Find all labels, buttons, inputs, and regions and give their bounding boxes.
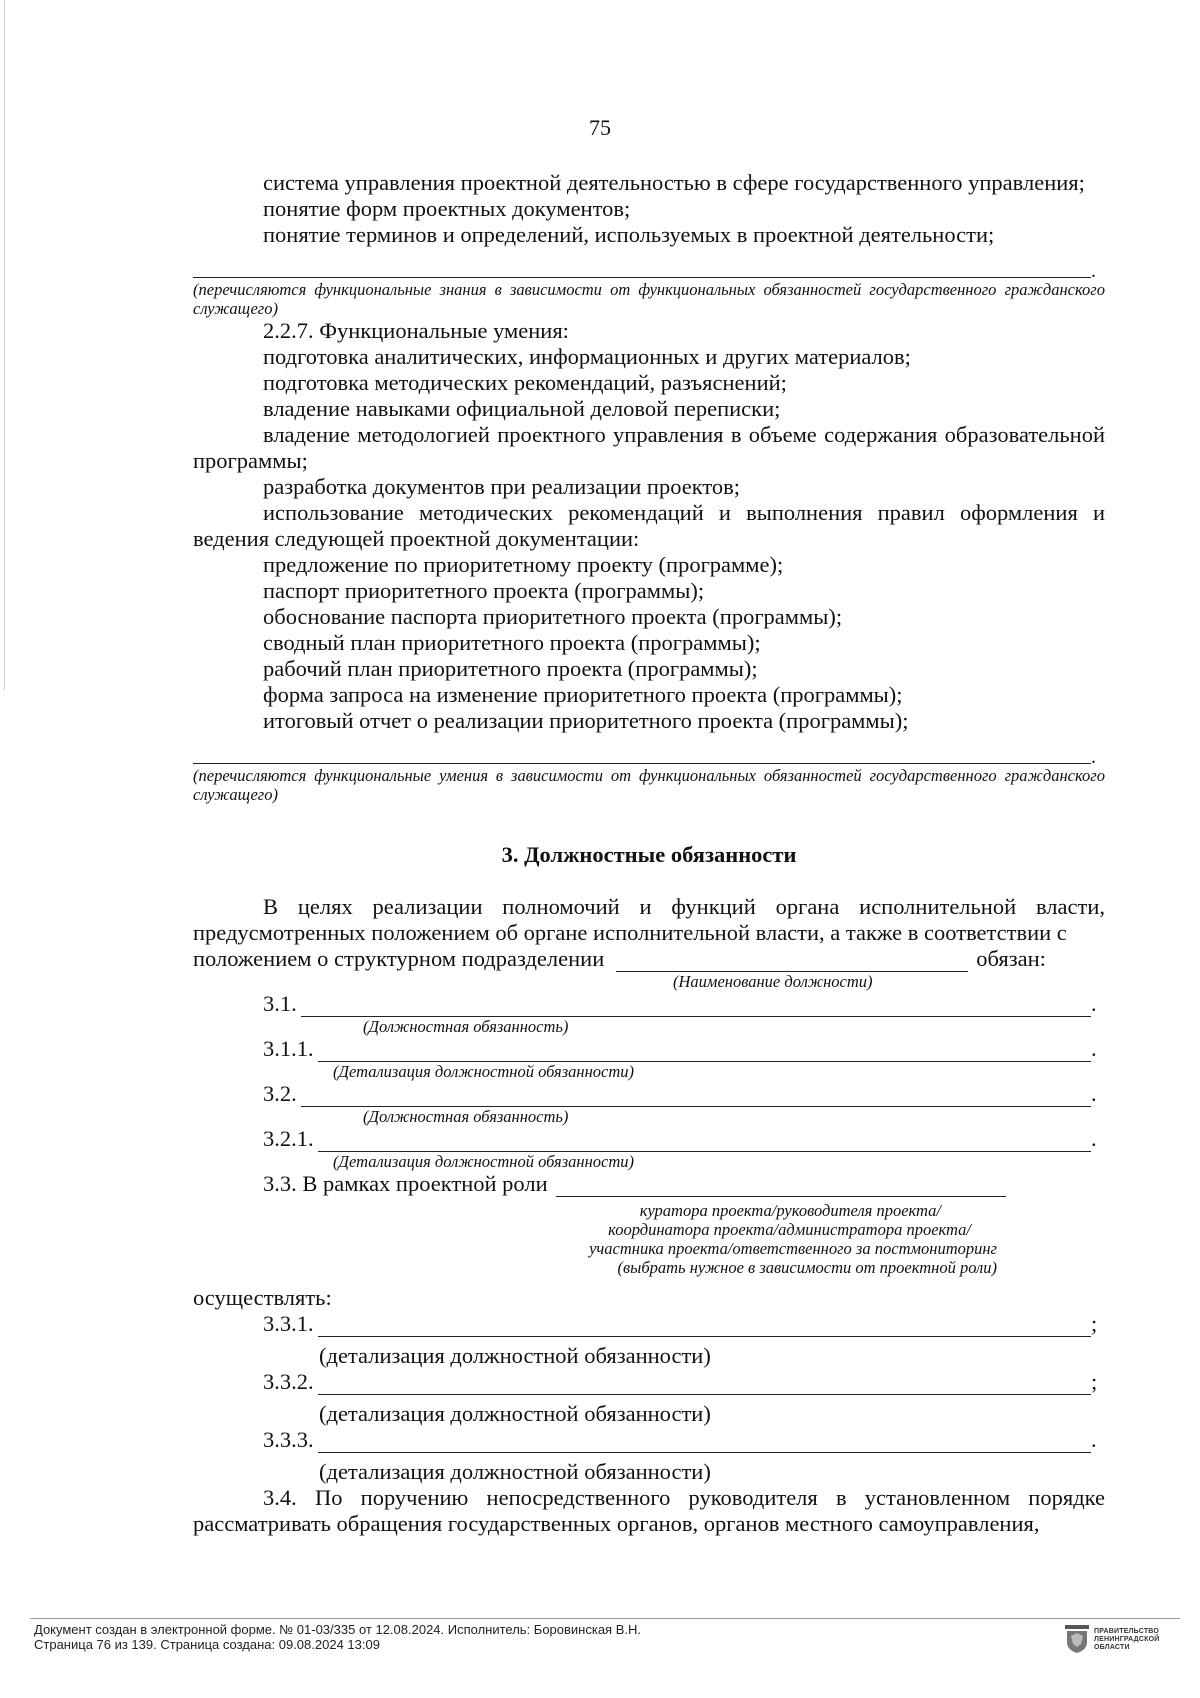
skill-item: подготовка методических рекомендаций, разъяснений; (263, 370, 787, 395)
item-3-1: 3.1. . (263, 991, 1097, 1016)
gov-logo (1064, 1624, 1159, 1654)
gov-logo-line: ЛЕНИНГРАДСКОЙ (1094, 1636, 1160, 1643)
detail-3-3-3-blank[interactable] (318, 1433, 1091, 1453)
role-caption-line: участника проекта/ответственного за постмониторинг (589, 1239, 997, 1258)
role-caption-line: (выбрать нужное в зависимости от проектной роли) (617, 1258, 997, 1277)
duty-3-2-blank[interactable] (301, 1087, 1091, 1107)
footer-divider (30, 1618, 1180, 1619)
skill-item: паспорт приоритетного проекта (программы); (263, 578, 705, 603)
skill-item: итоговый отчет о реализации приоритетного проекта (программы); (263, 708, 909, 733)
caption-position: (Наименование должности) (673, 972, 873, 991)
item-3-3-1-label: 3.3.1. (263, 1311, 314, 1336)
gov-logo-text (1094, 1628, 1159, 1652)
page-content (193, 170, 1105, 1537)
item-3-1-1: 3.1.1. . (263, 1036, 1097, 1061)
item-3-2-1: 3.2.1. . (263, 1126, 1097, 1151)
role-caption-line: куратора проекта/руководителя проекта/ (639, 1201, 941, 1220)
item-3-3-2-label: 3.3.2. (263, 1369, 314, 1394)
item-3-2: 3.2. . (263, 1081, 1097, 1106)
role-blank[interactable] (556, 1177, 1006, 1197)
gov-logo-line: ПРАВИТЕЛЬСТВО (1094, 1628, 1160, 1635)
skill-item: разработка документов при реализации проектов; (263, 474, 741, 499)
item-3-1-1-label: 3.1.1. (263, 1036, 314, 1061)
skill-item: рабочий план приоритетного проекта (программы); (263, 656, 758, 681)
detail-3-3-2-blank[interactable] (318, 1375, 1091, 1395)
knowledge-item: понятие форм проектных документов; (263, 196, 631, 221)
detail-3-3-1-blank[interactable] (318, 1317, 1091, 1337)
item-3-2-1-label: 3.2.1. (263, 1126, 314, 1151)
caption-duty-2: (Должностная обязанность) (363, 1107, 569, 1126)
knowledge-item: понятие терминов и определений, используемых в проектной деятельности; (263, 222, 995, 247)
role-caption (193, 1201, 997, 1277)
skill-item: обоснование паспорта приоритетного проекта (программы); (263, 604, 843, 629)
item-3-3-label: 3.3. В рамках проектной роли (263, 1171, 548, 1196)
skill-item: владение методологией проектного управления в объеме содержания образовательной программы; (193, 422, 1105, 473)
knowledge-note: (перечисляются функциональные знания в зависимости от функциональных обязанностей государственного гражданского служащего) (193, 280, 1105, 318)
footer-line-2: Страница 76 из 139. Страница создана: 09.08.2024 13:09 (34, 1637, 380, 1652)
skill-item: использование методических рекомендаций и выполнения правил оформления и ведения следующей проектной документации: (193, 500, 1105, 551)
detail-3-1-1-blank[interactable] (318, 1042, 1091, 1062)
intro-fill-row (193, 946, 1105, 972)
caption-duty-1: (Должностная обязанность) (363, 1017, 569, 1036)
intro-line-start: положением о структурном подразделении (193, 946, 605, 971)
caption-3-3-1: (детализация должностной обязанности) (319, 1343, 711, 1368)
gov-logo-line: ОБЛАСТИ (1094, 1644, 1130, 1651)
scan-edge-mark (4, 0, 5, 690)
item-3-3-3-label: 3.3.3. (263, 1427, 314, 1452)
intro-line-end: обязан: (976, 946, 1046, 971)
role-caption-line: координатора проекта/администратора проекта/ (608, 1220, 971, 1239)
position-blank[interactable] (616, 952, 968, 972)
caption-detail-1: (Детализация должностной обязанности) (333, 1062, 634, 1081)
item-3-1-label: 3.1. (263, 991, 297, 1016)
knowledge-item: система управления проектной деятельностью в сфере государственного управления; (263, 170, 1085, 195)
detail-3-2-1-blank[interactable] (318, 1132, 1091, 1152)
item-3-3-2: 3.3.2. ; (263, 1369, 1098, 1394)
skill-item: владение навыками официальной деловой переписки; (263, 396, 781, 421)
item-3-3 (263, 1171, 1105, 1197)
footer (34, 1622, 641, 1652)
intro-paragraph: В целях реализации полномочий и функций органа исполнительной власти, предусмотренных положением об органе исполнительной власти, а также в соответствии с (193, 894, 1105, 945)
item-3-3-1: 3.3.1. ; (263, 1311, 1098, 1336)
skills-title: 2.2.7. Функциональные умения: (263, 318, 569, 343)
caption-detail-2: (Детализация должностной обязанности) (333, 1152, 634, 1171)
item-3-3-3: 3.3.3. . (263, 1427, 1097, 1452)
knowledge-blank-line: . (193, 262, 1105, 278)
caption-3-3-2: (детализация должностной обязанности) (319, 1401, 711, 1426)
skill-item: подготовка аналитических, информационных и других материалов; (263, 344, 911, 369)
skills-note: (перечисляются функциональные умения в зависимости от функциональных обязанностей государственного гражданского служащего) (193, 766, 1105, 804)
section-3-heading: 3. Должностные обязанности (501, 842, 797, 867)
footer-line-1: Документ создан в электронной форме. № 01-03/335 от 12.08.2024. Исполнитель: Боровинская В.Н. (34, 1622, 641, 1637)
item-3-2-label: 3.2. (263, 1081, 297, 1106)
skill-item: предложение по приоритетному проекту (программе); (263, 552, 784, 577)
implement-label: осуществлять: (193, 1285, 332, 1310)
coat-of-arms-icon (1064, 1624, 1090, 1654)
caption-3-3-3: (детализация должностной обязанности) (319, 1459, 711, 1484)
skills-blank-line: . (193, 748, 1105, 764)
item-3-4: 3.4. По поручению непосредственного руководителя в установленном порядке рассматривать обращения государственных органов, органов местного самоуправления, (193, 1485, 1105, 1536)
skill-item: сводный план приоритетного проекта (программы); (263, 630, 761, 655)
skill-item: форма запроса на изменение приоритетного проекта (программы); (263, 682, 903, 707)
duty-3-1-blank[interactable] (301, 997, 1091, 1017)
page-number: 75 (589, 115, 611, 140)
